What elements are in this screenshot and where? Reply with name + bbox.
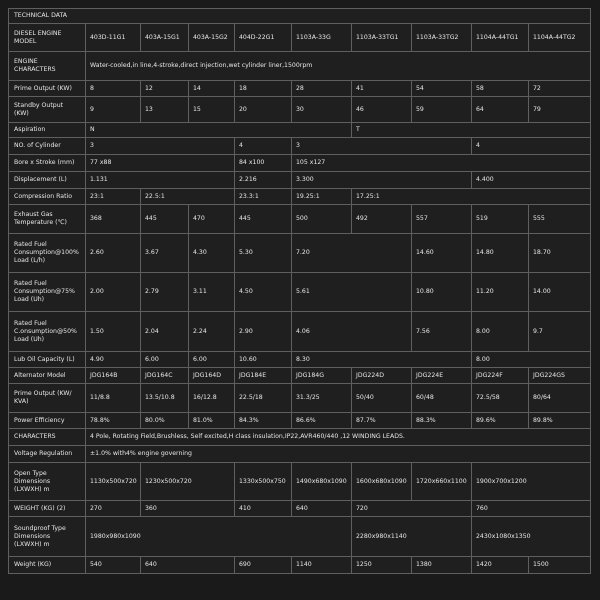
cell-fuel-consumption-75: 14.00 xyxy=(529,273,591,312)
table-title: TECHNICAL DATA xyxy=(9,9,591,24)
row-label-prime-output-kw-kva: Prime Output (KW/ KVA) xyxy=(9,384,86,413)
cell-open-type-weight: 760 xyxy=(472,501,591,517)
cell-power-efficiency: 84.3% xyxy=(235,413,292,429)
cell-compression-ratio: 19.25:1 xyxy=(292,189,352,205)
cell-prime-output-kw: 72 xyxy=(529,81,591,97)
cell-exhaust-gas-temperature: 557 xyxy=(412,205,472,234)
cell-open-type-dimensions: 1130x500x720 xyxy=(86,463,141,501)
cell-prime-output-kw-kva: 72.5/58 xyxy=(472,384,529,413)
row-label-soundproof-weight: Weight (KG) xyxy=(9,557,86,574)
cell-exhaust-gas-temperature: 555 xyxy=(529,205,591,234)
row-alternator-characters xyxy=(9,429,591,446)
cell-prime-output-kw: 12 xyxy=(141,81,189,97)
cell-fuel-consumption-50: 4.06 xyxy=(292,312,412,352)
cell-alternator-model: JDG224E xyxy=(412,368,472,384)
cell-prime-output-kw-kva: 22.5/18 xyxy=(235,384,292,413)
row-open-type-weight xyxy=(9,501,591,517)
row-label-open-type-weight: WEIGHT (KG) (2) xyxy=(9,501,86,517)
cell-number-of-cylinders: 4 xyxy=(472,138,591,155)
cell-fuel-consumption-50: 9.7 xyxy=(529,312,591,352)
cell-displacement: 2.216 xyxy=(235,172,292,189)
row-displacement xyxy=(9,172,591,189)
cell-soundproof-dimensions: 2280x980x1140 xyxy=(352,517,472,557)
cell-power-efficiency: 89.6% xyxy=(472,413,529,429)
row-exhaust-gas-temperature xyxy=(9,205,591,234)
cell-exhaust-gas-temperature: 368 xyxy=(86,205,141,234)
row-label-power-efficiency: Power Efficiency xyxy=(9,413,86,429)
cell-lub-oil-capacity: 4.90 xyxy=(86,352,141,368)
cell-voltage-regulation: ±1.0% with4% engine governing xyxy=(86,446,591,463)
cell-power-efficiency: 88.3% xyxy=(412,413,472,429)
row-label-number-of-cylinders: NO. of Cylinder xyxy=(9,138,86,155)
cell-exhaust-gas-temperature: 492 xyxy=(352,205,412,234)
cell-prime-output-kw-kva: 60/48 xyxy=(412,384,472,413)
cell-aspiration: T xyxy=(352,123,591,138)
row-label-aspiration: Aspiration xyxy=(9,123,86,138)
row-label-bore-x-stroke: Bore x Stroke (mm) xyxy=(9,155,86,172)
cell-soundproof-weight: 1420 xyxy=(472,557,529,574)
row-fuel-consumption-75 xyxy=(9,273,591,312)
cell-diesel-engine-model: 403A-15G2 xyxy=(189,24,235,52)
row-prime-output-kw-kva xyxy=(9,384,591,413)
cell-number-of-cylinders: 4 xyxy=(235,138,292,155)
cell-lub-oil-capacity: 10.60 xyxy=(235,352,292,368)
cell-diesel-engine-model: 1104A-44TG2 xyxy=(529,24,591,52)
cell-diesel-engine-model: 1103A-33G xyxy=(292,24,352,52)
cell-soundproof-weight: 1380 xyxy=(412,557,472,574)
row-soundproof-weight xyxy=(9,557,591,574)
row-engine-characters xyxy=(9,52,591,81)
cell-alternator-characters: 4 Pole, Rotating Field,Brushless, Self excited,H class insulation,IP22,AVR460/440 ,12 WINDING LEADS. xyxy=(86,429,591,446)
row-bore-x-stroke xyxy=(9,155,591,172)
cell-lub-oil-capacity: 8.00 xyxy=(472,352,591,368)
cell-lub-oil-capacity: 8.30 xyxy=(292,352,472,368)
cell-fuel-consumption-100: 5.30 xyxy=(235,234,292,273)
cell-power-efficiency: 78.8% xyxy=(86,413,141,429)
technical-data-sheet xyxy=(8,8,591,574)
row-aspiration xyxy=(9,123,591,138)
cell-aspiration: N xyxy=(86,123,352,138)
cell-soundproof-weight: 690 xyxy=(235,557,292,574)
row-label-fuel-consumption-100: Rated Fuel Consumption@100% Load (L/h) xyxy=(9,234,86,273)
cell-open-type-dimensions: 1330x500x750 xyxy=(235,463,292,501)
cell-exhaust-gas-temperature: 445 xyxy=(141,205,189,234)
cell-fuel-consumption-50: 8.00 xyxy=(472,312,529,352)
row-fuel-consumption-50 xyxy=(9,312,591,352)
row-label-lub-oil-capacity: Lub Oil Capacity (L) xyxy=(9,352,86,368)
row-compression-ratio xyxy=(9,189,591,205)
row-label-voltage-regulation: Voltage Regulation xyxy=(9,446,86,463)
cell-prime-output-kw-kva: 31.3/25 xyxy=(292,384,352,413)
cell-exhaust-gas-temperature: 470 xyxy=(189,205,235,234)
cell-fuel-consumption-50: 2.24 xyxy=(189,312,235,352)
cell-power-efficiency: 81.0% xyxy=(189,413,235,429)
cell-open-type-dimensions: 1490x680x1090 xyxy=(292,463,352,501)
cell-diesel-engine-model: 403D-11G1 xyxy=(86,24,141,52)
cell-number-of-cylinders: 3 xyxy=(86,138,235,155)
cell-open-type-weight: 410 xyxy=(235,501,292,517)
cell-prime-output-kw: 28 xyxy=(292,81,352,97)
row-label-diesel-engine-model: DIESEL ENGINE MODEL xyxy=(9,24,86,52)
cell-power-efficiency: 89.8% xyxy=(529,413,591,429)
row-label-compression-ratio: Compression Ratio xyxy=(9,189,86,205)
row-diesel-engine-model xyxy=(9,24,591,52)
cell-fuel-consumption-100: 14.80 xyxy=(472,234,529,273)
cell-prime-output-kw-kva: 13.5/10.8 xyxy=(141,384,189,413)
cell-fuel-consumption-100: 2.60 xyxy=(86,234,141,273)
cell-power-efficiency: 86.6% xyxy=(292,413,352,429)
row-label-soundproof-dimensions: Soundproof Type Dimensions (LXWXH) m xyxy=(9,517,86,557)
cell-fuel-consumption-75: 10.80 xyxy=(412,273,472,312)
row-label-prime-output-kw: Prime Output (KW) xyxy=(9,81,86,97)
cell-open-type-weight: 720 xyxy=(352,501,472,517)
cell-diesel-engine-model: 1104A-44TG1 xyxy=(472,24,529,52)
cell-alternator-model: JDG164C xyxy=(141,368,189,384)
row-label-alternator-model: Alternator Model xyxy=(9,368,86,384)
row-alternator-model xyxy=(9,368,591,384)
cell-displacement: 4.400 xyxy=(472,172,591,189)
row-soundproof-dimensions xyxy=(9,517,591,557)
cell-standby-output-kw: 59 xyxy=(412,97,472,123)
row-fuel-consumption-100 xyxy=(9,234,591,273)
cell-fuel-consumption-100: 18.70 xyxy=(529,234,591,273)
cell-open-type-dimensions: 1230x500x720 xyxy=(141,463,235,501)
cell-alternator-model: JDG224D xyxy=(352,368,412,384)
cell-prime-output-kw: 8 xyxy=(86,81,141,97)
cell-displacement: 3.300 xyxy=(292,172,472,189)
cell-soundproof-dimensions: 1980x980x1090 xyxy=(86,517,352,557)
cell-prime-output-kw: 18 xyxy=(235,81,292,97)
cell-power-efficiency: 87.7% xyxy=(352,413,412,429)
cell-power-efficiency: 80.0% xyxy=(141,413,189,429)
cell-alternator-model: JDG224F xyxy=(472,368,529,384)
cell-open-type-dimensions: 1720x660x1100 xyxy=(412,463,472,501)
cell-soundproof-weight: 640 xyxy=(141,557,235,574)
technical-data-table xyxy=(8,8,591,574)
cell-fuel-consumption-50: 2.90 xyxy=(235,312,292,352)
cell-fuel-consumption-75: 4.50 xyxy=(235,273,292,312)
cell-alternator-model: JDG224GS xyxy=(529,368,591,384)
cell-soundproof-weight: 1140 xyxy=(292,557,352,574)
cell-diesel-engine-model: 404D-22G1 xyxy=(235,24,292,52)
cell-prime-output-kw-kva: 80/64 xyxy=(529,384,591,413)
cell-compression-ratio: 23:1 xyxy=(86,189,141,205)
cell-prime-output-kw: 54 xyxy=(412,81,472,97)
cell-prime-output-kw: 14 xyxy=(189,81,235,97)
cell-engine-characters: Water-cooled,in line,4-stroke,direct injection,wet cylinder liner,1500rpm xyxy=(86,52,591,81)
cell-prime-output-kw: 41 xyxy=(352,81,412,97)
cell-soundproof-weight: 1500 xyxy=(529,557,591,574)
cell-soundproof-weight: 540 xyxy=(86,557,141,574)
cell-standby-output-kw: 15 xyxy=(189,97,235,123)
row-open-type-dimensions xyxy=(9,463,591,501)
cell-bore-x-stroke: 105 x127 xyxy=(292,155,591,172)
cell-compression-ratio: 17.25:1 xyxy=(352,189,591,205)
cell-standby-output-kw: 46 xyxy=(352,97,412,123)
row-label-standby-output-kw: Standby Output (KW) xyxy=(9,97,86,123)
cell-fuel-consumption-100: 7.20 xyxy=(292,234,412,273)
cell-exhaust-gas-temperature: 519 xyxy=(472,205,529,234)
cell-standby-output-kw: 79 xyxy=(529,97,591,123)
cell-displacement: 1.131 xyxy=(86,172,235,189)
title-row xyxy=(9,9,591,24)
cell-standby-output-kw: 9 xyxy=(86,97,141,123)
cell-diesel-engine-model: 1103A-33TG2 xyxy=(412,24,472,52)
cell-bore-x-stroke: 77 x88 xyxy=(86,155,235,172)
cell-standby-output-kw: 13 xyxy=(141,97,189,123)
cell-diesel-engine-model: 1103A-33TG1 xyxy=(352,24,412,52)
row-label-engine-characters: ENGINE CHARACTERS xyxy=(9,52,86,81)
cell-exhaust-gas-temperature: 445 xyxy=(235,205,292,234)
cell-soundproof-weight: 1250 xyxy=(352,557,412,574)
cell-open-type-dimensions: 1600x680x1090 xyxy=(352,463,412,501)
row-voltage-regulation xyxy=(9,446,591,463)
cell-open-type-weight: 270 xyxy=(86,501,141,517)
cell-fuel-consumption-75: 2.79 xyxy=(141,273,189,312)
cell-standby-output-kw: 20 xyxy=(235,97,292,123)
cell-prime-output-kw-kva: 11/8.8 xyxy=(86,384,141,413)
cell-soundproof-dimensions: 2430x1080x1350 xyxy=(472,517,591,557)
cell-prime-output-kw-kva: 50/40 xyxy=(352,384,412,413)
cell-alternator-model: JDG184E xyxy=(235,368,292,384)
cell-open-type-weight: 360 xyxy=(141,501,235,517)
cell-fuel-consumption-75: 5.61 xyxy=(292,273,412,312)
row-prime-output-kw xyxy=(9,81,591,97)
cell-bore-x-stroke: 84 x100 xyxy=(235,155,292,172)
cell-compression-ratio: 22.5:1 xyxy=(141,189,235,205)
cell-alternator-model: JDG184G xyxy=(292,368,352,384)
cell-fuel-consumption-75: 11.20 xyxy=(472,273,529,312)
row-label-displacement: Displacement (L) xyxy=(9,172,86,189)
cell-fuel-consumption-50: 1.50 xyxy=(86,312,141,352)
cell-fuel-consumption-100: 14.60 xyxy=(412,234,472,273)
cell-alternator-model: JDG164D xyxy=(189,368,235,384)
cell-fuel-consumption-100: 3.67 xyxy=(141,234,189,273)
row-label-fuel-consumption-50: Rated Fuel C.onsumption@50% Load (Uh) xyxy=(9,312,86,352)
cell-number-of-cylinders: 3 xyxy=(292,138,472,155)
cell-fuel-consumption-100: 4.30 xyxy=(189,234,235,273)
cell-fuel-consumption-75: 3.11 xyxy=(189,273,235,312)
row-label-alternator-characters: CHARACTERS xyxy=(9,429,86,446)
cell-exhaust-gas-temperature: 500 xyxy=(292,205,352,234)
cell-lub-oil-capacity: 6.00 xyxy=(141,352,189,368)
row-standby-output-kw xyxy=(9,97,591,123)
row-label-exhaust-gas-temperature: Exhaust Gas Temperature (℃) xyxy=(9,205,86,234)
cell-standby-output-kw: 30 xyxy=(292,97,352,123)
row-number-of-cylinders xyxy=(9,138,591,155)
cell-fuel-consumption-50: 2.04 xyxy=(141,312,189,352)
cell-fuel-consumption-75: 2.00 xyxy=(86,273,141,312)
row-power-efficiency xyxy=(9,413,591,429)
cell-fuel-consumption-50: 7.56 xyxy=(412,312,472,352)
cell-open-type-dimensions: 1900x700x1200 xyxy=(472,463,591,501)
row-label-fuel-consumption-75: Rated Fuel Consumption@75% Load (Uh) xyxy=(9,273,86,312)
row-lub-oil-capacity xyxy=(9,352,591,368)
cell-diesel-engine-model: 403A-15G1 xyxy=(141,24,189,52)
cell-prime-output-kw: 58 xyxy=(472,81,529,97)
cell-prime-output-kw-kva: 16/12.8 xyxy=(189,384,235,413)
cell-lub-oil-capacity: 6.00 xyxy=(189,352,235,368)
cell-standby-output-kw: 64 xyxy=(472,97,529,123)
cell-open-type-weight: 640 xyxy=(292,501,352,517)
row-label-open-type-dimensions: Open Type Dimensions (LXWXH) m xyxy=(9,463,86,501)
cell-compression-ratio: 23.3:1 xyxy=(235,189,292,205)
cell-alternator-model: JDG164B xyxy=(86,368,141,384)
